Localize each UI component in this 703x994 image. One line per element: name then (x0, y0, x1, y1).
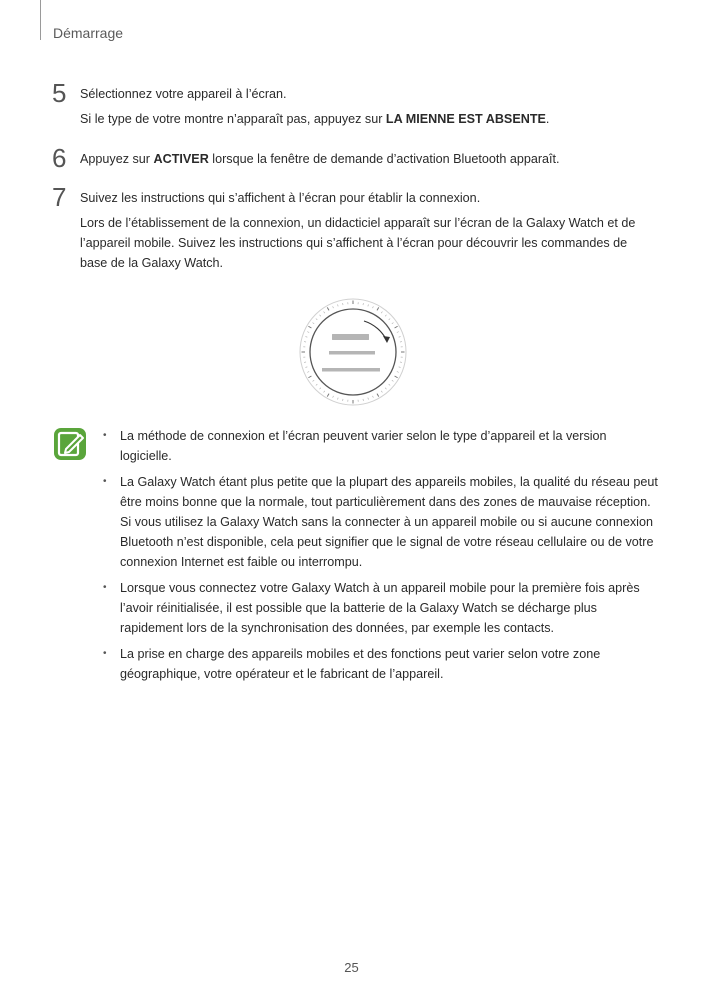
pencil-note-icon (54, 428, 86, 460)
note-item (100, 644, 660, 684)
step-text (80, 149, 640, 169)
header-rule (40, 0, 41, 40)
note-text: La Galaxy Watch étant plus petite que la plupart des appareils mobiles, la qualité du réseau peut être moins bonne que la normale, tout particulièrement dans des zones de mauvaise réception. Si vous utilisez la Galaxy Watch sans la connecter à un appareil mobile ou si aucune connexion Bluetooth n’est disponible, cela peut signifier que le signal de votre réseau cellulaire ou de votre connexion Internet est faible ou interrompu. (120, 475, 658, 569)
step-text (80, 84, 640, 129)
note-item (100, 426, 660, 466)
page-number: 25 (344, 960, 359, 975)
step-text (80, 188, 640, 273)
step-paragraph (80, 213, 640, 273)
bullet-dot-icon: • (103, 648, 107, 659)
bullet-dot-icon: • (103, 430, 107, 441)
bullet-dot-icon: • (103, 582, 107, 593)
step-text-run: Suivez les instructions qui s’affichent à l’écran pour établir la connexion. (80, 191, 481, 205)
note-text: La prise en charge des appareils mobiles et des fonctions peut varier selon votre zone géographique, votre opérateur et le fabricant de l’appareil. (120, 647, 601, 681)
pencil-note-glyph (54, 428, 86, 460)
step-number: 7 (52, 182, 67, 212)
step-text-emphasis: LA MIENNE EST ABSENTE (385, 112, 546, 126)
placeholder-bar (329, 351, 375, 355)
step-text-run: Si le type de votre montre n’apparaît pas, appuyez sur (80, 112, 386, 126)
section-title: Démarrage (53, 25, 124, 41)
notes-list (100, 426, 660, 690)
watch-tutorial-illustration (298, 297, 408, 407)
step-text-run: Sélectionnez votre appareil à l’écran. (80, 87, 287, 101)
step-paragraph (80, 149, 640, 169)
step-number: 6 (52, 143, 67, 173)
bullet-dot-icon: • (103, 476, 107, 487)
note-item (100, 472, 660, 572)
step-paragraph (80, 84, 640, 104)
placeholder-bar (322, 368, 380, 372)
step-number: 5 (52, 78, 67, 108)
step-paragraph (80, 188, 640, 208)
step-text-run: . (545, 112, 550, 126)
step-paragraph (80, 109, 640, 129)
note-text: La méthode de connexion et l’écran peuvent varier selon le type d’appareil et la version logicielle. (120, 429, 607, 463)
step-text-emphasis: ACTIVER (153, 152, 209, 166)
step-text-run: lorsque la fenêtre de demande d’activation Bluetooth apparaît. (208, 152, 560, 166)
note-text: Lorsque vous connectez votre Galaxy Watch à un appareil mobile pour la première fois après l’avoir réinitialisée, il est possible que la batterie de la Galaxy Watch se décharge plus rapidement lors de la synchronisation des données, par exemple les contacts. (120, 581, 640, 635)
step-text-run: Appuyez sur (80, 152, 154, 166)
step-text-run: Lors de l’établissement de la connexion, un didacticiel apparaît sur l’écran de la Galaxy Watch et de l’appareil mobile. Suivez les instructions qui s’affichent à l’écran pour découvrir les commandes de base de la Galaxy Watch. (80, 216, 636, 270)
note-item (100, 578, 660, 638)
placeholder-bar (332, 334, 369, 340)
